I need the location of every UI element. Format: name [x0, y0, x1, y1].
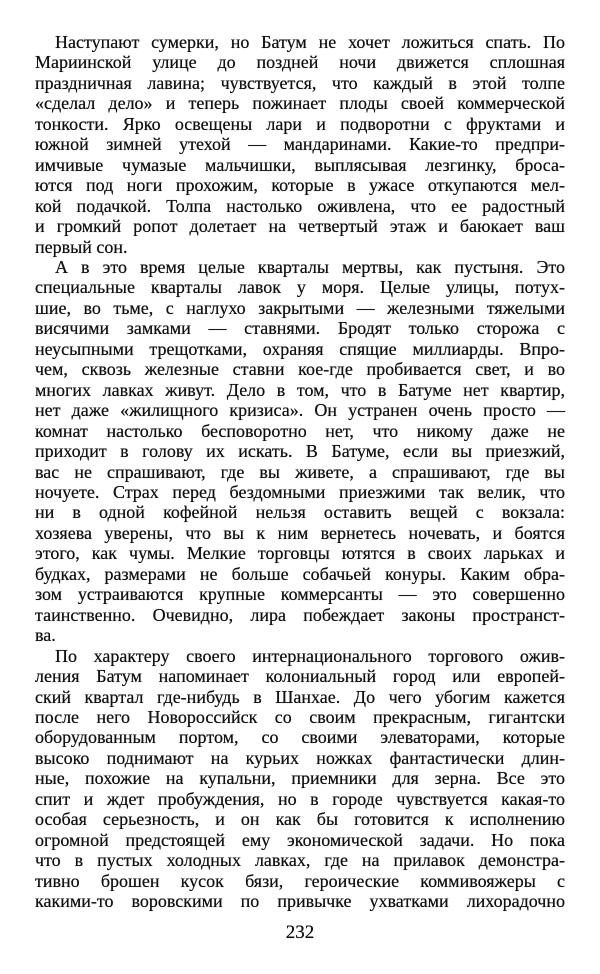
text-line: какими-то воровскими по привычке ухватками лихорадочно: [35, 891, 565, 912]
text-line: висячими замками — ставнями. Бродят только сторожа с: [35, 318, 565, 339]
text-line: нет даже «жилищного кризиса». Он устранен очень просто —: [35, 400, 565, 421]
text-line: оборудованным портом, со своими элеваторами, которые: [35, 727, 565, 748]
text-line: хозяева уверены, что вы к ним вернетесь ночевать, и боятся: [35, 522, 565, 543]
text-line: специальные кварталы лавок у моря. Целые улицы, потух-: [35, 277, 565, 298]
page-number: 232: [285, 922, 315, 943]
text-line: зом устраиваются крупные коммерсанты — это совершенно: [35, 584, 565, 605]
text-line: По характеру своего интернационального торгового ожив-: [55, 645, 565, 666]
text-line: особая серьезность, и он как бы готовится к исполнению: [35, 809, 565, 830]
text-line: «сделал дело» и теперь пожинает плоды своей коммерческой: [35, 93, 565, 114]
text-line: после него Новороссийск со своим прекрасным, гигантски: [35, 706, 565, 727]
text-line: Мариинской улице до поздней ночи движется сплошная: [35, 52, 565, 73]
text-line: ни в одной кофейной нельзя оставить вещей с вокзала:: [35, 502, 565, 523]
paragraph: [35, 32, 565, 257]
text-line: чем, сквозь железные ставни кое-где пробивается свет, и во: [35, 359, 565, 380]
text-line: и громкий ропот долетает на четвертый этаж и баюкает ваш: [35, 216, 565, 237]
text-line: огромной предстоящей ему экономической задачи. Но пока: [35, 829, 565, 850]
text-line: приходит в голову их искать. В Батуме, если вы приезжий,: [35, 441, 565, 462]
text-line: неусыпными трещотками, охраняя спящие миллиарды. Впро-: [35, 338, 565, 359]
text-line: что в пустых холодных лавках, где на прилавок демонстра-: [35, 850, 565, 871]
text-line: праздничная лавина; чувствуется, что каждый в этой толпе: [35, 72, 565, 93]
text-line: Наступают сумерки, но Батум не хочет ложиться спать. По: [55, 32, 565, 52]
text-line: ский квартал где-нибудь в Шанхае. До чего убогим кажется: [35, 686, 565, 707]
page-body-text: [35, 32, 565, 911]
text-line: шие, во тьме, с наглухо закрытыми — железными тяжелыми: [35, 297, 565, 318]
text-line: ются под ноги прохожим, которые в ужасе откупаются мел-: [35, 175, 565, 196]
text-line: кой подачкой. Толпа настолько оживлена, что ее радостный: [35, 195, 565, 216]
text-line: ные, похожие на купальни, приемники для зерна. Все это: [35, 768, 565, 789]
text-line: тивно брошен кусок бязи, героические коммивояжеры с: [35, 870, 565, 891]
text-line: ления Батум напоминает колониальный город или европей-: [35, 666, 565, 687]
text-line: высоко поднимают на курьих ножках фантастически длин-: [35, 747, 565, 768]
paragraph: [35, 257, 565, 646]
text-line: имчивые чумазые мальчишки, выплясывая лезгинку, броса-: [35, 154, 565, 175]
text-line: южной зимней утехой — мандаринами. Какие-то предпри-: [35, 134, 565, 155]
paragraph: [35, 646, 565, 912]
text-line: вас не спрашивают, где вы живете, а спрашивают, где вы: [35, 461, 565, 482]
text-line: ва.: [35, 625, 56, 646]
text-line: тонкости. Ярко освещены лари и подворотни с фруктами и: [35, 113, 565, 134]
text-line: комнат настолько бесповоротно нет, что никому даже не: [35, 420, 565, 441]
text-line: А в это время целые кварталы мертвы, как пустыня. Это: [55, 256, 565, 277]
text-line: первый сон.: [35, 236, 128, 257]
text-line: многих лавках живут. Дело в том, что в Батуме нет квартир,: [35, 379, 565, 400]
text-line: спит и ждет пробуждения, но в городе чувствуется какая-то: [35, 788, 565, 809]
text-line: ночуете. Страх перед бездомными приезжими так велик, что: [35, 481, 565, 502]
text-line: этого, как чумы. Мелкие торговцы ютятся в своих ларьках и: [35, 543, 565, 564]
text-line: таинственно. Очевидно, лира побеждает законы пространст-: [35, 604, 565, 625]
text-line: будках, размерами не больше собачьей конуры. Каким обра-: [35, 563, 565, 584]
